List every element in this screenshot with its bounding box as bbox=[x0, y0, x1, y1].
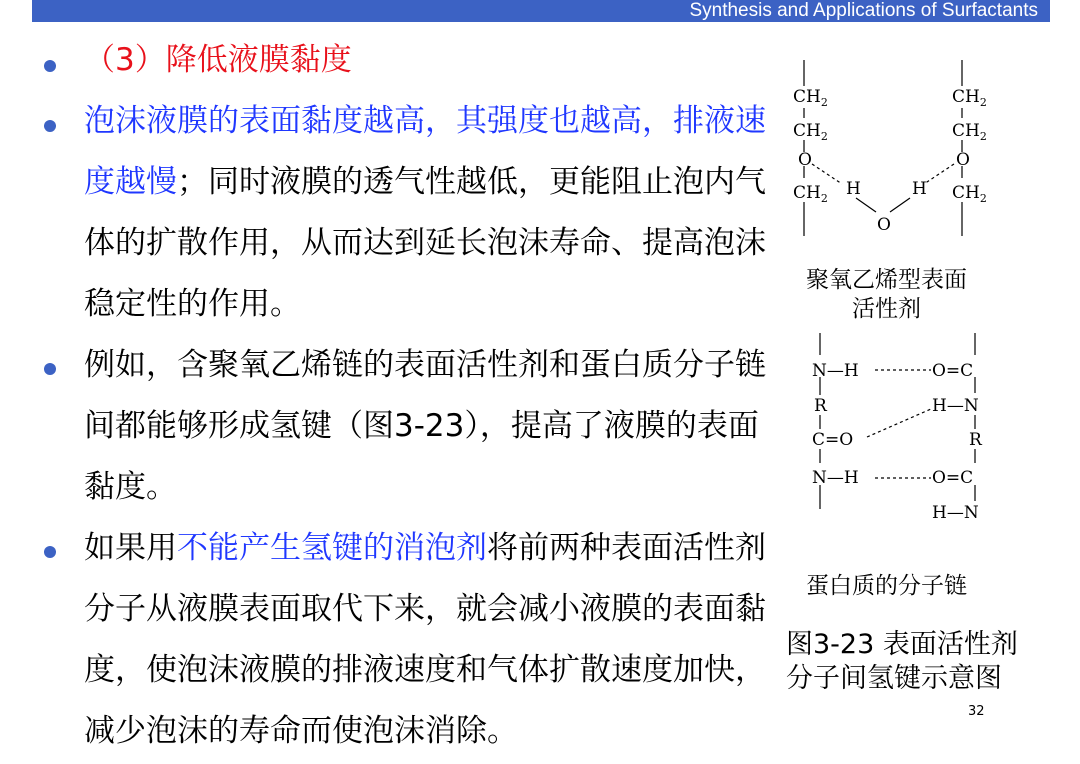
header-title: Synthesis and Applications of Surfactants bbox=[689, 0, 1038, 21]
n-h-group: N—H bbox=[812, 468, 859, 488]
bullet-4 bbox=[84, 518, 774, 762]
figure-caption-line: 图3-23 表面活性剂 bbox=[786, 629, 1018, 660]
bullet-3-text: 例如，含聚氧乙烯链的表面活性剂和蛋白质分子链间都能够形成氢键（图3-23），提高了液膜的表面黏度。 bbox=[84, 347, 766, 505]
h-n-group: H—N bbox=[932, 503, 979, 523]
figure-caption-line: 分子间氢键示意图 bbox=[786, 663, 1002, 694]
h-atom: H bbox=[846, 179, 861, 199]
caption-line: 活性剂 bbox=[852, 296, 921, 322]
ch2-label: $CH_2$ bbox=[793, 183, 828, 205]
protein-caption: 蛋白质的分子链 bbox=[806, 573, 967, 599]
o-c-group: O=C bbox=[932, 361, 974, 381]
bullet-dot bbox=[44, 546, 56, 558]
bullet-dot bbox=[44, 120, 56, 132]
bullet-2-text: ；同时液膜的透气性越低，更能阻止泡内气体的扩散作用，从而达到延长泡沫寿命、提高泡沫稳定性的作用。 bbox=[84, 164, 766, 322]
r-group: R bbox=[814, 396, 827, 416]
caption-line: 聚氧乙烯型表面 bbox=[806, 267, 967, 293]
bullet-dot bbox=[44, 363, 56, 375]
ch2-label: $CH_2$ bbox=[793, 87, 828, 109]
bullet-2 bbox=[84, 91, 774, 335]
bullet-1-heading: （3）降低液膜黏度 bbox=[84, 42, 352, 78]
r-group: R bbox=[969, 430, 982, 450]
c-o-group: C=O bbox=[812, 430, 854, 450]
protein-chain-diagram bbox=[805, 333, 1005, 528]
n-h-group: N—H bbox=[812, 361, 859, 381]
ch2-label: $CH_2$ bbox=[793, 121, 828, 143]
o-c-group: O=C bbox=[932, 468, 974, 488]
ch2-label: $CH_2$ bbox=[952, 121, 987, 143]
header-bar bbox=[32, 0, 1050, 22]
ch2-label: $CH_2$ bbox=[952, 183, 987, 205]
o-atom: O bbox=[956, 150, 970, 170]
h-n-group: H—N bbox=[932, 396, 979, 416]
o-atom: O bbox=[877, 215, 891, 235]
ch2-label: $CH_2$ bbox=[952, 87, 987, 109]
bullet-2-highlight: 泡沫液膜的表面黏度越高，其强度也越高，排液速度越慢 bbox=[84, 103, 766, 200]
h-atom: H bbox=[912, 179, 927, 199]
bullet-4-text: 将前两种表面活性剂分子从液膜表面取代下来，就会减小液膜的表面黏度，使泡沫液膜的排液速度和气体扩散速度加快，减少泡沫的寿命而使泡沫消除。 bbox=[84, 530, 766, 749]
page-number: 32 bbox=[968, 704, 985, 719]
o-atom: O bbox=[798, 150, 812, 170]
polyoxyethylene-caption bbox=[806, 266, 967, 324]
figure-caption bbox=[786, 628, 1018, 696]
bullet-4-highlight: 不能产生氢键的消泡剂 bbox=[177, 530, 487, 566]
bullet-4-pre: 如果用 bbox=[84, 530, 177, 566]
polyoxyethylene-diagram bbox=[790, 60, 1000, 240]
bullet-1 bbox=[84, 30, 774, 91]
bullet-dot bbox=[44, 60, 56, 72]
bullet-3 bbox=[84, 335, 774, 518]
